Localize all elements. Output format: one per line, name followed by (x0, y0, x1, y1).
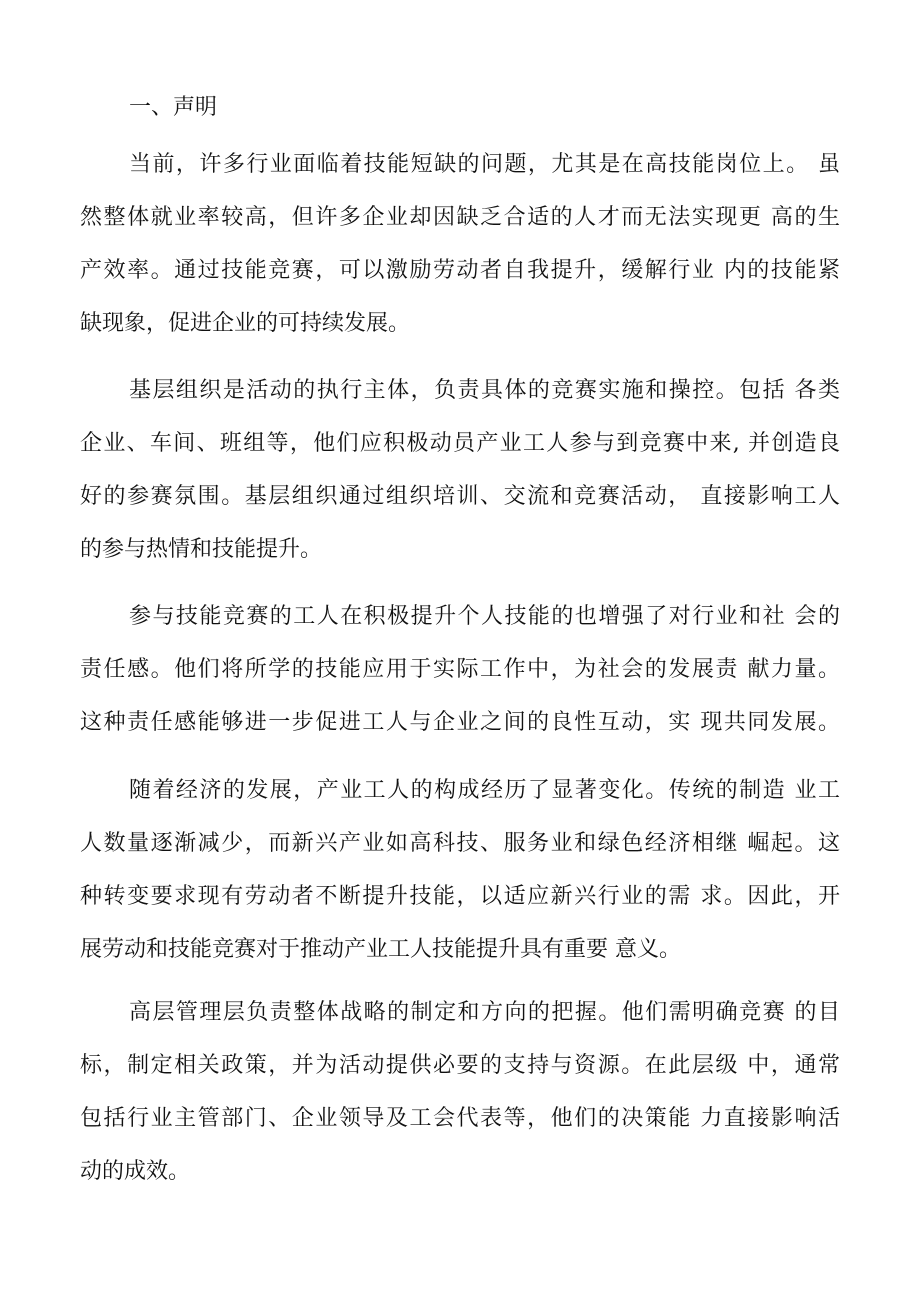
paragraph-line: 当前，许多行业面临着技能短缺的问题，尤其是在高技能岗位上。 虽 (129, 152, 840, 177)
paragraph-line: 好的参赛氛围。基层组织通过组织培训、交流和竞赛活动， 直接影响工人 (80, 484, 840, 509)
paragraph-5 (80, 986, 840, 1198)
paragraph-line: 随着经济的发展，产业工人的构成经历了显著变化。传统的制造 业工 (129, 778, 840, 803)
paragraph-line: 产效率。通过技能竞赛，可以激励劳动者自我提升，缓解行业 内的技能紧 (80, 258, 840, 283)
paragraph-line: 然整体就业率较高，但许多企业却因缺乏合适的人才而无法实现更 高的生 (80, 205, 840, 230)
paragraph-line: 参与技能竞赛的工人在积极提升个人技能的也增强了对行业和社 会的 (129, 604, 840, 629)
paragraph-2 (80, 364, 840, 576)
paragraph-line: 高层管理层负责整体战略的制定和方向的把握。他们需明确竞赛 的目 (129, 1000, 840, 1025)
paragraph-line: 人数量逐渐减少，而新兴产业如高科技、服务业和绿色经济相继 崛起。这 (80, 831, 840, 856)
paragraph-line: 种转变要求现有劳动者不断提升技能，以适应新兴行业的需 求。因此，开 (80, 884, 840, 909)
paragraph-line: 展劳动和技能竞赛对于推动产业工人技能提升具有重要 意义。 (80, 937, 681, 962)
section-heading: 一、声明 (129, 95, 218, 120)
paragraph-line: 的参与热情和技能提升。 (80, 537, 323, 562)
paragraph-line: 企业、车间、班组等，他们应积极动员产业工人参与到竞赛中来, 并创造良 (80, 431, 840, 456)
paragraph-1 (80, 138, 840, 350)
paragraph-line: 基层组织是活动的执行主体，负责具体的竞赛实施和操控。包括 各类 (129, 378, 840, 403)
paragraph-line: 动的成效。 (80, 1159, 191, 1184)
paragraph-line: 缺现象，促进企业的可持续发展。 (80, 311, 411, 336)
paragraph-line: 这种责任感能够进一步促进工人与企业之间的良性互动，实 现共同发展。 (80, 710, 840, 735)
paragraph-line: 标，制定相关政策，并为活动提供必要的支持与资源。在此层级 中，通常 (80, 1053, 840, 1078)
paragraph-3 (80, 590, 840, 749)
paragraph-line: 责任感。他们将所学的技能应用于实际工作中，为社会的发展责 献力量。 (80, 657, 840, 682)
paragraph-4 (80, 764, 840, 976)
paragraph-line: 包括行业主管部门、企业领导及工会代表等，他们的决策能 力直接影响活 (80, 1106, 840, 1131)
